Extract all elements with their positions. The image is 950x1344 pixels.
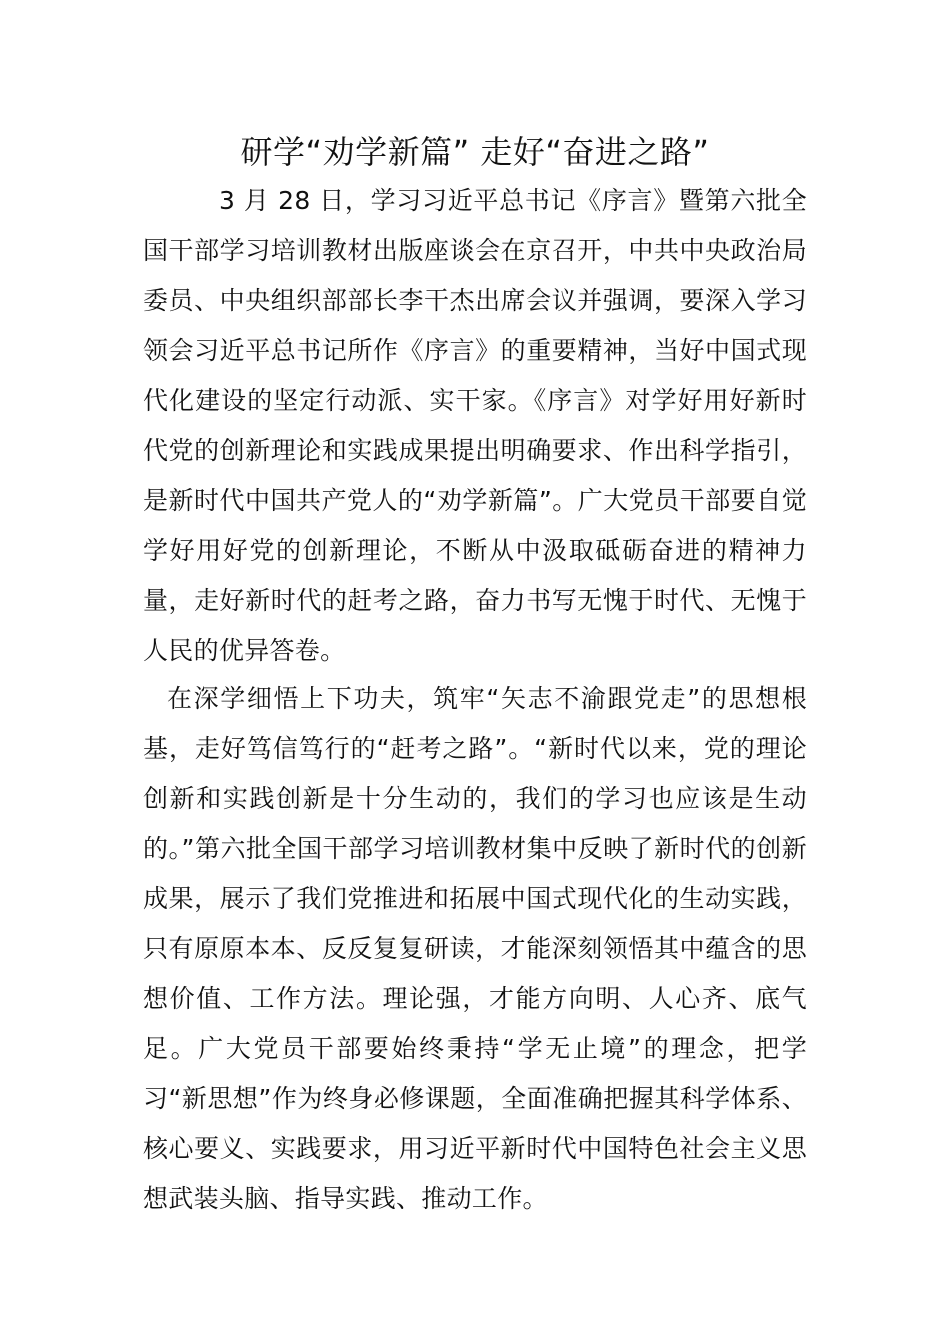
document-title: 研学“劝学新篇” 走好“奋进之路” <box>240 133 710 171</box>
paragraph-2: 在深学细悟上下功夫，筑牢“矢志不渝跟党走”的思想根基，走好笃信笃行的“赶考之路”。“新时代以来，党的理论创新和实践创新是十分生动的，我们的学习也应该是生动的。”第六批全国干部学习培训教材集中反映了新时代的创新成果，展示了我们党推进和拓展中国式现代化的生动实践，只有原原本本、反反复复研读，才能深刻领悟其中蕴含的思想价值、工作方法。理论强，才能方向明、人心齐、底气足。广大党员干部要始终秉持“学无止境”的理念，把学习“新思想”作为终身必修课题，全面准确把握其科学体系、核心要义、实践要求，用习近平新时代中国特色社会主义思想武装头脑、指导实践、推动工作。 <box>143 684 807 1213</box>
paragraph-1: 3 月 28 日，学习习近平总书记《序言》暨第六批全国干部学习培训教材出版座谈会在京召开，中共中央政治局委员、中央组织部部长李干杰出席会议并强调，要深入学习领会习近平总书记所作《序言》的重要精神，当好中国式现代化建设的坚定行动派、实干家。《序言》对学好用好新时代党的创新理论和实践成果提出明确要求、作出科学指引，是新时代中国共产党人的“劝学新篇”。广大党员干部要自觉学好用好党的创新理论，不断从中汲取砥砺奋进的精神力量，走好新时代的赶考之路，奋力书写无愧于时代、无愧于人民的优异答卷。 <box>143 186 807 665</box>
